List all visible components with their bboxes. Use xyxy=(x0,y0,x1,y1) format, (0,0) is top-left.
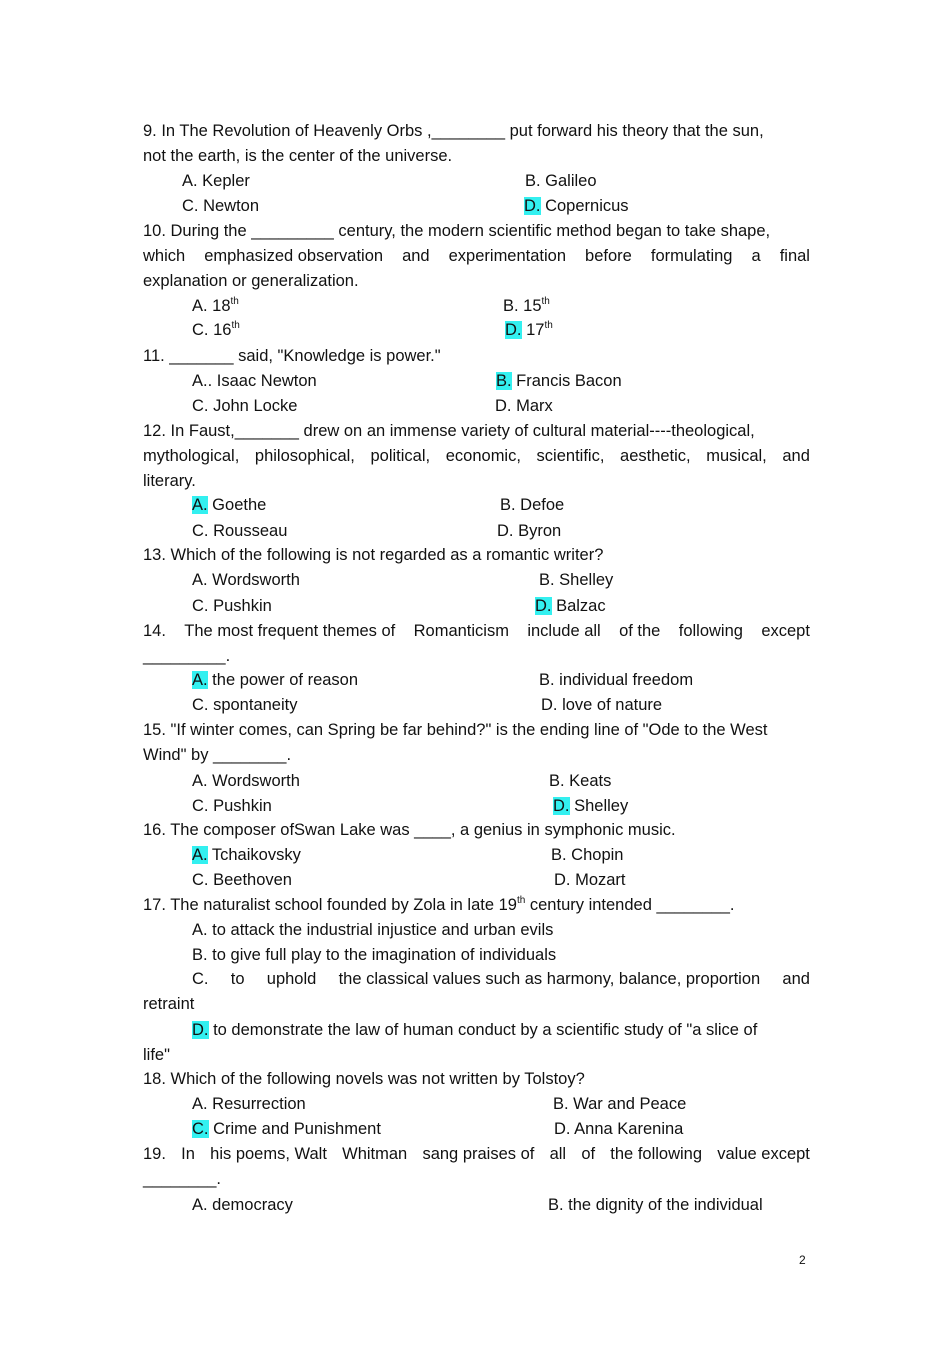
answer-highlight: D. xyxy=(524,197,541,215)
answer-highlight: D. xyxy=(192,1021,209,1039)
q19-option-b: B. the dignity of the individual xyxy=(548,1196,763,1214)
question-12-text: 12. In Faust,_______ drew on an immense variety of cultural material----theological, xyxy=(143,422,755,440)
q18-option-c: C. Crime and Punishment xyxy=(192,1120,381,1138)
answer-highlight: D. xyxy=(505,321,522,339)
q13-option-a: A. Wordsworth xyxy=(192,571,300,589)
q10-option-b: B. 15th xyxy=(503,296,550,315)
q9-option-a: A. Kepler xyxy=(182,172,250,190)
q17-option-b: B. to give full play to the imagination of individuals xyxy=(192,946,557,964)
q10-option-a: A. 18th xyxy=(192,296,239,315)
q13-option-b: B. Shelley xyxy=(539,571,614,589)
question-18-text: 18. Which of the following novels was not written by Tolstoy? xyxy=(143,1070,585,1088)
question-10-text-end: explanation or generalization. xyxy=(143,272,359,290)
q13-option-c: C. Pushkin xyxy=(192,597,272,615)
answer-highlight: A. xyxy=(192,671,208,689)
q14-option-b: B. individual freedom xyxy=(539,671,694,689)
question-11-text: 11. _______ said, "Knowledge is power." xyxy=(143,347,441,365)
answer-highlight: C. xyxy=(192,1120,209,1138)
q12-option-d: D. Byron xyxy=(497,522,562,540)
question-12-text-cont: mythological, philosophical, political, economic, scientific, aesthetic, musical, and xyxy=(143,447,810,465)
answer-highlight: B. xyxy=(496,372,512,390)
q12-option-b: B. Defoe xyxy=(500,496,565,514)
q16-option-c: C. Beethoven xyxy=(192,871,292,889)
q16-option-a: A. Tchaikovsky xyxy=(192,846,301,864)
q13-option-d: D. Balzac xyxy=(535,597,606,615)
question-10-text-cont: which emphasized observation and experimentation before formulating a final xyxy=(143,247,810,265)
question-17-text: 17. The naturalist school founded by Zola in late 19th century intended ________. xyxy=(143,895,735,914)
answer-highlight: A. xyxy=(192,496,208,514)
q17-option-d-cont: life" xyxy=(143,1046,170,1064)
question-14-text-cont: _________. xyxy=(143,647,231,665)
question-10-text: 10. During the _________ century, the modern scientific method began to take shape, xyxy=(143,222,771,240)
answer-highlight: D. xyxy=(553,797,570,815)
q18-option-b: B. War and Peace xyxy=(553,1095,687,1113)
question-15-text-cont: Wind" by ________. xyxy=(143,746,292,764)
q12-option-c: C. Rousseau xyxy=(192,522,288,540)
q19-option-a: A. democracy xyxy=(192,1196,293,1214)
q11-option-d: D. Marx xyxy=(495,397,553,415)
q11-option-b: B. Francis Bacon xyxy=(496,372,622,390)
q16-option-d: D. Mozart xyxy=(554,871,626,889)
question-19-text-cont: ________. xyxy=(143,1170,221,1188)
question-9-text-cont: not the earth, is the center of the universe. xyxy=(143,147,453,165)
q9-option-d: D. Copernicus xyxy=(524,197,629,215)
question-13-text: 13. Which of the following is not regarded as a romantic writer? xyxy=(143,546,604,564)
q10-option-d: D. 17th xyxy=(505,320,553,339)
q15-option-c: C. Pushkin xyxy=(192,797,272,815)
q17-option-c: C. to uphold the classical values such as harmony, balance, proportion and xyxy=(192,970,810,988)
q14-option-d: D. love of nature xyxy=(541,696,663,714)
q15-option-a: A. Wordsworth xyxy=(192,772,300,790)
q11-option-c: C. John Locke xyxy=(192,397,298,415)
q15-option-b: B. Keats xyxy=(549,772,612,790)
q17-option-a: A. to attack the industrial injustice and urban evils xyxy=(192,921,554,939)
q17-option-c-cont: retraint xyxy=(143,995,195,1013)
q10-option-c: C. 16th xyxy=(192,320,240,339)
question-12-text-end: literary. xyxy=(143,472,196,490)
question-14-text: 14. The most frequent themes of Romanticism include all of the following except xyxy=(143,622,810,640)
q17-option-d: D. to demonstrate the law of human conduct by a scientific study of "a slice of xyxy=(192,1021,758,1039)
q18-option-d: D. Anna Karenina xyxy=(554,1120,684,1138)
question-16-text: 16. The composer ofSwan Lake was ____, a genius in symphonic music. xyxy=(143,821,676,839)
answer-highlight: A. xyxy=(192,846,208,864)
q18-option-a: A. Resurrection xyxy=(192,1095,306,1113)
q14-option-a: A. the power of reason xyxy=(192,671,359,689)
answer-highlight: D. xyxy=(535,597,552,615)
q16-option-b: B. Chopin xyxy=(551,846,624,864)
question-9-text: 9. In The Revolution of Heavenly Orbs ,________ put forward his theory that the sun, xyxy=(143,122,764,140)
q14-option-c: C. spontaneity xyxy=(192,696,298,714)
q9-option-b: B. Galileo xyxy=(525,172,597,190)
q15-option-d: D. Shelley xyxy=(553,797,629,815)
page-number: 2 xyxy=(799,1253,806,1267)
question-19-text: 19. In his poems, Walt Whitman sang praises of all of the following value except xyxy=(143,1145,810,1163)
q9-option-c: C. Newton xyxy=(182,197,260,215)
q12-option-a: A. Goethe xyxy=(192,496,267,514)
question-15-text: 15. "If winter comes, can Spring be far behind?" is the ending line of "Ode to the West xyxy=(143,721,768,739)
q11-option-a: A.. Isaac Newton xyxy=(192,372,317,390)
